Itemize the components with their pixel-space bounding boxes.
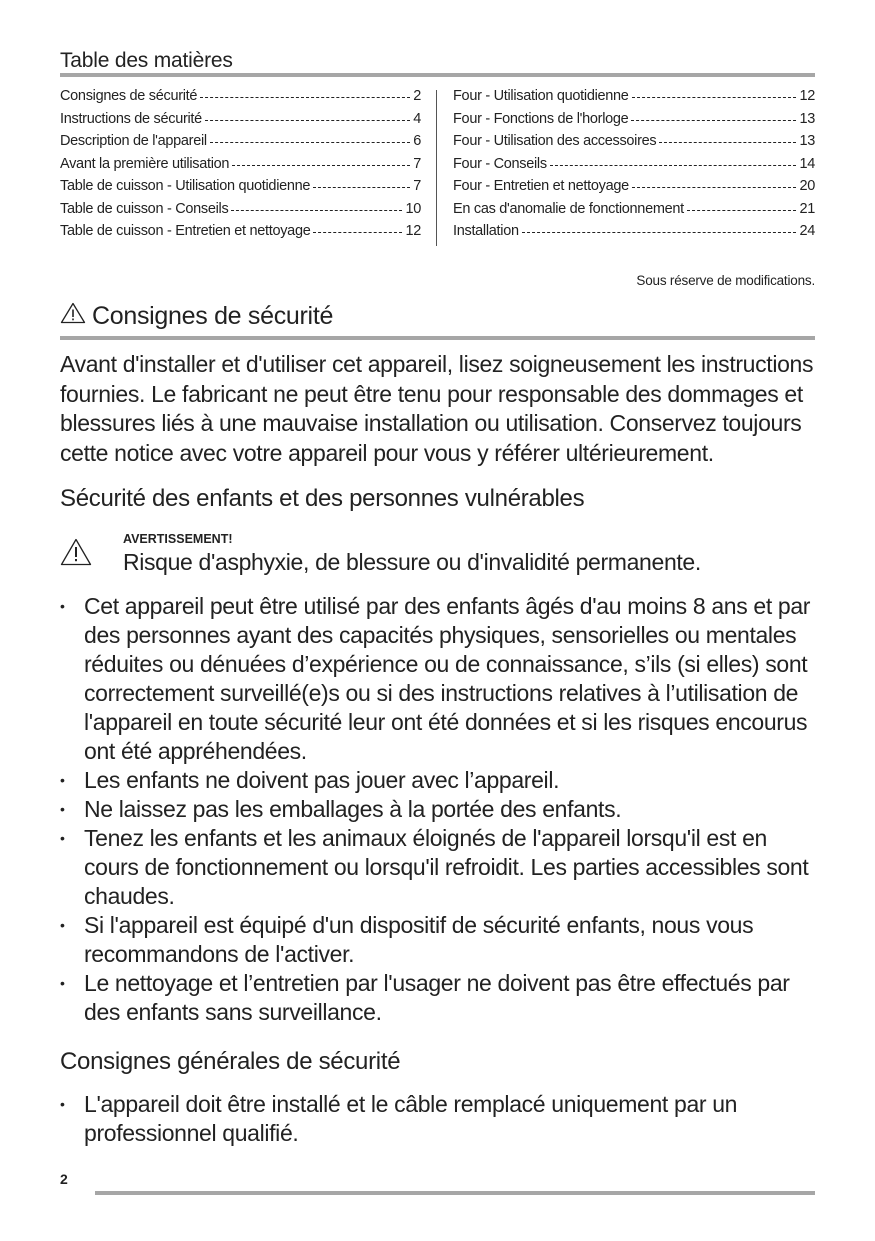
toc-leader: [205, 120, 410, 121]
toc-leader: [313, 187, 410, 188]
list-item: • Cet appareil peut être utilisé par des enfants âgés d'au moins 8 ans et par des personnes ayant des capacités physiques, sensorielles ou mentales réduites ou dénuées d’expérience ou de connaissance, s’ils (si elles) sont correctement surveillé(e)s ou si des instructions relatives à l’utilisation de l'appareil en toute sécurité leur ont été données et si les risques encourus ont été appréhendées.: [60, 593, 811, 764]
list-item: • Tenez les enfants et les animaux éloignés de l'appareil lorsqu'il est en cours de fonctionnement ou lorsqu'il refroidit. Les parties accessibles sont chaudes.: [60, 825, 809, 909]
general-safety-heading: Consignes générales de sécurité: [60, 1048, 401, 1075]
safety-heading: [60, 302, 333, 331]
list-item-text: Cet appareil peut être utilisé par des enfants âgés d'au moins 8 ans et par des personnes ayant des capacités physiques, sensorielles ou mentales réduites ou dénuées d’expérience ou de connaissance, s’ils (si elles) sont correctement surveillé(e)s ou si des instructions relatives à l’utilisation de l'appareil en toute sécurité leur ont été données et si les risques encourus ont été appréhendées.: [84, 593, 811, 764]
toc-leader: [313, 232, 402, 233]
toc-leader: [632, 97, 797, 98]
toc-entry[interactable]: [60, 156, 421, 179]
toc-entry-title: Description de l'appareil: [60, 133, 207, 149]
list-item-text: Tenez les enfants et les animaux éloignés de l'appareil lorsqu'il est en cours de fonctionnement ou lorsqu'il refroidit. Les parties accessibles sont chaudes.: [84, 825, 809, 909]
safety-heading-rule: [60, 336, 815, 340]
list-item: • Si l'appareil est équipé d'un dispositif de sécurité enfants, nous vous recommandons de l'activer.: [60, 912, 754, 967]
toc-entry[interactable]: [453, 201, 815, 224]
list-item-text: Si l'appareil est équipé d'un dispositif de sécurité enfants, nous vous recommandons de l'activer.: [84, 912, 754, 967]
toc-entry-title: Installation: [453, 223, 519, 239]
toc-leader: [210, 142, 410, 143]
toc-entry-page: 24: [799, 223, 815, 239]
toc-entry[interactable]: [453, 133, 815, 156]
toc-leader: [550, 165, 797, 166]
modification-note: Sous réserve de modifications.: [636, 273, 815, 288]
toc-entry-page: 20: [799, 178, 815, 194]
toc-entry-title: Instructions de sécurité: [60, 110, 202, 127]
toc-entry-title: En cas d'anomalie de fonctionnement: [453, 200, 684, 217]
toc-entry[interactable]: [453, 178, 815, 201]
list-item: • Ne laissez pas les emballages à la portée des enfants.: [60, 796, 622, 822]
page-number: 2: [60, 1171, 68, 1187]
toc-right-column: [453, 88, 815, 246]
list-item-text: Ne laissez pas les emballages à la portée des enfants.: [84, 796, 622, 822]
general-safety-list: [60, 1090, 820, 1148]
warning-label: AVERTISSEMENT!: [123, 532, 233, 546]
list-item: • L'appareil doit être installé et le câble remplacé uniquement par un professionnel qualifié.: [60, 1091, 738, 1146]
toc-leader: [232, 165, 410, 166]
toc-left-column: [60, 88, 421, 246]
toc-entry[interactable]: [60, 223, 421, 246]
toc-entry-title: Four - Fonctions de l'horloge: [453, 110, 629, 127]
toc-entry-page: 10: [405, 200, 421, 217]
toc-entry-page: 12: [799, 88, 815, 104]
warning-text: Risque d'asphyxie, de blessure ou d'invalidité permanente.: [123, 549, 701, 575]
toc-entry-page: 14: [799, 155, 815, 172]
toc-leader: [632, 187, 797, 188]
toc-entry-page: 21: [799, 200, 815, 217]
toc-entry-title: Table de cuisson - Entretien et nettoyage: [60, 223, 311, 239]
toc-entry-title: Avant la première utilisation: [60, 155, 230, 172]
toc-entry[interactable]: [60, 111, 421, 134]
list-item-text: L'appareil doit être installé et le câble remplacé uniquement par un professionnel qualifié.: [84, 1091, 738, 1146]
toc-entry-page: 13: [799, 133, 815, 149]
toc-entry[interactable]: [453, 88, 815, 111]
toc-column-divider: [436, 90, 437, 246]
toc-entry[interactable]: [60, 201, 421, 224]
toc-entry-page: 7: [413, 155, 421, 172]
list-item: • Les enfants ne doivent pas jouer avec l’appareil.: [60, 767, 560, 793]
toc-entry-title: Table de cuisson - Utilisation quotidienne: [60, 178, 311, 194]
toc-leader: [631, 120, 796, 121]
toc-entry-page: 12: [405, 223, 421, 239]
intro-paragraph: Avant d'installer et d'utiliser cet appareil, lisez soigneusement les instructions fournies. Le fabricant ne peut être tenu pour responsable des dommages et blessures liés à une mauvaise installation ou utilisation. Conservez toujours cette notice avec votre appareil pour vous y référer ultérieurement.: [60, 351, 814, 466]
toc-entry[interactable]: [453, 111, 815, 134]
toc-leader: [687, 210, 797, 211]
list-item-text: Les enfants ne doivent pas jouer avec l’appareil.: [84, 767, 560, 793]
toc-entry-page: 7: [413, 178, 421, 194]
children-safety-list: [60, 592, 820, 1027]
toc-leader: [200, 97, 410, 98]
toc-leader: [659, 142, 796, 143]
toc-entry[interactable]: [60, 133, 421, 156]
toc-entry-title: Consignes de sécurité: [60, 88, 198, 104]
toc-entry[interactable]: [60, 178, 421, 201]
list-item-text: Le nettoyage et l’entretien par l'usager ne doivent pas être effectués par des enfants sans surveillance.: [84, 970, 790, 1025]
toc-entry-page: 4: [413, 110, 421, 127]
toc-title-rule: [60, 73, 815, 77]
toc-entry-title: Four - Utilisation quotidienne: [453, 88, 629, 104]
footer-rule: [95, 1191, 815, 1195]
children-safety-heading: Sécurité des enfants et des personnes vulnérables: [60, 485, 585, 512]
toc-entry[interactable]: [453, 223, 815, 246]
toc-entry-page: 13: [799, 110, 815, 127]
document-page: [60, 0, 815, 1241]
toc-entry[interactable]: [60, 88, 421, 111]
toc-entry-title: Four - Entretien et nettoyage: [453, 178, 629, 194]
toc-entry-page: 6: [413, 133, 421, 149]
toc-entry-page: 2: [413, 88, 421, 104]
toc-entry-title: Four - Utilisation des accessoires: [453, 133, 657, 149]
list-item: • Le nettoyage et l’entretien par l'usager ne doivent pas être effectués par des enfants sans surveillance.: [60, 970, 790, 1025]
toc-entry[interactable]: [453, 156, 815, 179]
safety-heading-text: Consignes de sécurité: [92, 302, 334, 330]
warning-icon: [60, 302, 86, 331]
toc-title: Table des matières: [60, 49, 233, 72]
toc-leader: [522, 232, 797, 233]
warning-triangle-icon: [60, 538, 92, 571]
toc-entry-title: Table de cuisson - Conseils: [60, 200, 229, 217]
toc-leader: [231, 210, 402, 211]
toc-entry-title: Four - Conseils: [453, 155, 547, 172]
